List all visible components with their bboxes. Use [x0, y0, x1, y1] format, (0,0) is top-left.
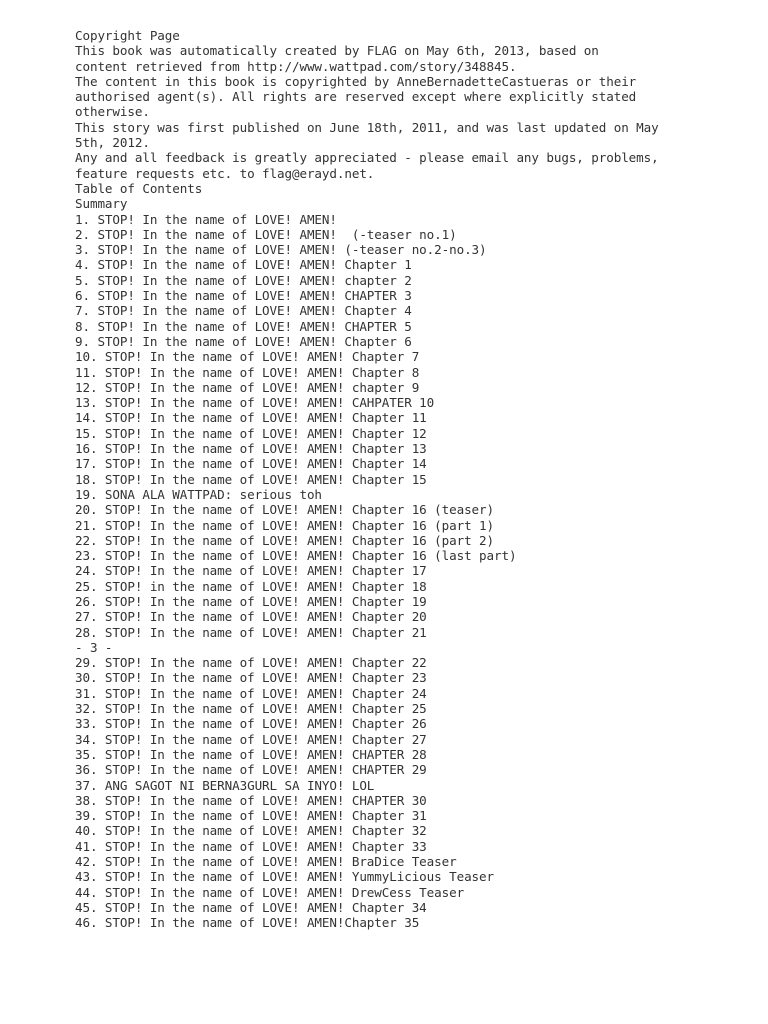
toc-entry: 44. STOP! In the name of LOVE! AMEN! DrewCess Teaser [75, 884, 465, 900]
toc-entry: 16. STOP! In the name of LOVE! AMEN! Chapter 13 [75, 441, 427, 457]
toc-entry: 9. STOP! In the name of LOVE! AMEN! Chapter 6 [75, 333, 412, 349]
toc-entry: 28. STOP! In the name of LOVE! AMEN! Chapter 21 [75, 624, 427, 640]
toc-entry: 33. STOP! In the name of LOVE! AMEN! Chapter 26 [75, 716, 427, 732]
toc-entry: 29. STOP! In the name of LOVE! AMEN! Chapter 22 [75, 655, 427, 671]
copyright-text-line: authorised agent(s). All rights are reserved except where explicitly stated [75, 89, 637, 105]
toc-entry: 42. STOP! In the name of LOVE! AMEN! BraDice Teaser [75, 854, 457, 870]
toc-entry: 21. STOP! In the name of LOVE! AMEN! Chapter 16 (part 1) [75, 517, 494, 533]
copyright-text-line: The content in this book is copyrighted by AnneBernadetteCastueras or their [75, 73, 637, 89]
toc-entry: 27. STOP! In the name of LOVE! AMEN! Chapter 20 [75, 609, 427, 625]
toc-entry: 15. STOP! In the name of LOVE! AMEN! Chapter 12 [75, 425, 427, 441]
page-number: - 3 - [75, 639, 113, 655]
toc-entry: 35. STOP! In the name of LOVE! AMEN! CHAPTER 28 [75, 746, 427, 762]
toc-entry: 45. STOP! In the name of LOVE! AMEN! Chapter 34 [75, 899, 427, 915]
toc-entry: 8. STOP! In the name of LOVE! AMEN! CHAPTER 5 [75, 318, 412, 334]
toc-entry: 22. STOP! In the name of LOVE! AMEN! Chapter 16 (part 2) [75, 532, 494, 548]
toc-entry: 40. STOP! In the name of LOVE! AMEN! Chapter 32 [75, 823, 427, 839]
toc-entry: 19. SONA ALA WATTPAD: serious toh [75, 486, 322, 502]
toc-entry: 43. STOP! In the name of LOVE! AMEN! YummyLicious Teaser [75, 869, 494, 885]
toc-entry: 3. STOP! In the name of LOVE! AMEN! (-teaser no.2-no.3) [75, 242, 487, 258]
toc-entry: 17. STOP! In the name of LOVE! AMEN! Chapter 14 [75, 456, 427, 472]
toc-entry: 10. STOP! In the name of LOVE! AMEN! Chapter 7 [75, 349, 420, 365]
toc-entry: 26. STOP! In the name of LOVE! AMEN! Chapter 19 [75, 593, 427, 609]
copyright-text-line: This book was automatically created by FLAG on May 6th, 2013, based on [75, 43, 599, 59]
copyright-text-line: feature requests etc. to flag@erayd.net. [75, 165, 375, 181]
toc-entry: 1. STOP! In the name of LOVE! AMEN! [75, 211, 337, 227]
toc-entry: 4. STOP! In the name of LOVE! AMEN! Chapter 1 [75, 257, 412, 273]
toc-entry: 13. STOP! In the name of LOVE! AMEN! CAHPATER 10 [75, 395, 435, 411]
copyright-text-line: otherwise. [75, 104, 150, 120]
copyright-text-line: 5th, 2012. [75, 135, 150, 151]
document-page [75, 28, 755, 931]
toc-entry: 11. STOP! In the name of LOVE! AMEN! Chapter 8 [75, 364, 420, 380]
toc-entry: 30. STOP! In the name of LOVE! AMEN! Chapter 23 [75, 670, 427, 686]
toc-entry: 14. STOP! In the name of LOVE! AMEN! Chapter 11 [75, 410, 427, 426]
copyright-heading: Copyright Page [75, 28, 180, 43]
toc-entry: 38. STOP! In the name of LOVE! AMEN! CHAPTER 30 [75, 792, 427, 808]
copyright-text-line: content retrieved from http://www.wattpad.com/story/348845. [75, 58, 517, 74]
toc-entry: 32. STOP! In the name of LOVE! AMEN! Chapter 25 [75, 701, 427, 717]
toc-entry: 25. STOP! in the name of LOVE! AMEN! Chapter 18 [75, 578, 427, 594]
toc-entry: 6. STOP! In the name of LOVE! AMEN! CHAPTER 3 [75, 288, 412, 304]
toc-entry: 20. STOP! In the name of LOVE! AMEN! Chapter 16 (teaser) [75, 502, 494, 518]
copyright-text-line: Any and all feedback is greatly appreciated - please email any bugs, problems, [75, 150, 659, 166]
toc-entry: 46. STOP! In the name of LOVE! AMEN!Chapter 35 [75, 915, 420, 931]
toc-entry: 39. STOP! In the name of LOVE! AMEN! Chapter 31 [75, 808, 427, 824]
copyright-text-line: This story was first published on June 18th, 2011, and was last updated on May [75, 119, 659, 135]
toc-entry: 31. STOP! In the name of LOVE! AMEN! Chapter 24 [75, 685, 427, 701]
toc-entry: Summary [75, 196, 128, 212]
toc-entry: 18. STOP! In the name of LOVE! AMEN! Chapter 15 [75, 471, 427, 487]
toc-entry: 7. STOP! In the name of LOVE! AMEN! Chapter 4 [75, 303, 412, 319]
toc-entry: 2. STOP! In the name of LOVE! AMEN! (-teaser no.1) [75, 226, 457, 242]
toc-entry: 12. STOP! In the name of LOVE! AMEN! chapter 9 [75, 379, 420, 395]
toc-entry: 41. STOP! In the name of LOVE! AMEN! Chapter 33 [75, 838, 427, 854]
toc-entry: 23. STOP! In the name of LOVE! AMEN! Chapter 16 (last part) [75, 548, 517, 564]
toc-heading: Table of Contents [75, 180, 203, 196]
toc-entry: 36. STOP! In the name of LOVE! AMEN! CHAPTER 29 [75, 762, 427, 778]
toc-entry: 5. STOP! In the name of LOVE! AMEN! chapter 2 [75, 272, 412, 288]
toc-entry: 37. ANG SAGOT NI BERNA3GURL SA INYO! LOL [75, 777, 375, 793]
toc-entry: 34. STOP! In the name of LOVE! AMEN! Chapter 27 [75, 731, 427, 747]
toc-entry: 24. STOP! In the name of LOVE! AMEN! Chapter 17 [75, 563, 427, 579]
